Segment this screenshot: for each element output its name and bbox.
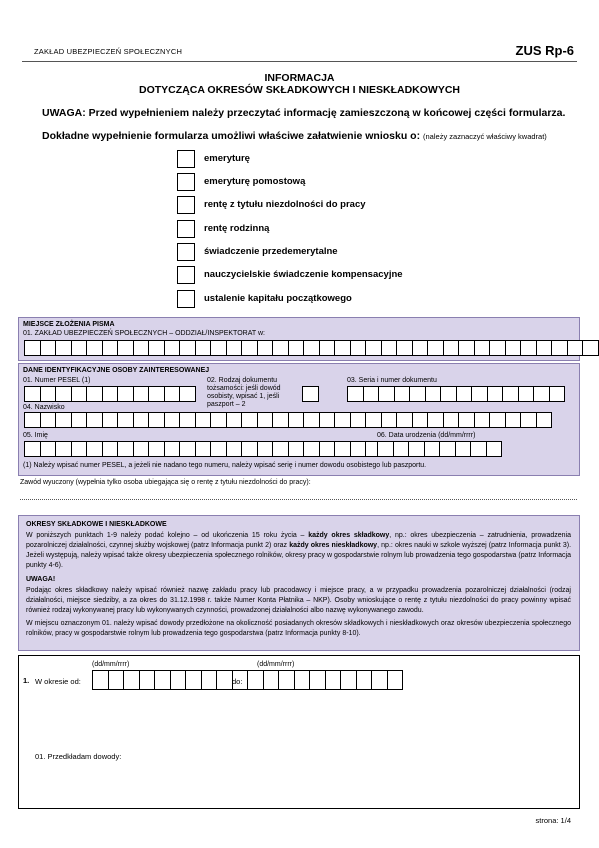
from-label: W okresie od: xyxy=(35,677,81,686)
option-label: ustalenie kapitału początkowego xyxy=(204,293,352,304)
to-date-format: (dd/mm/rrrr) xyxy=(257,661,295,668)
intro-text xyxy=(42,130,547,142)
pesel-footnote: (1) Należy wpisać numer PESEL, a jeżeli nie nadano tego numeru, należy wpisać serię i numer dowodu osobistego lub paszportu. xyxy=(23,462,427,469)
doc-type-label: 02. Rodzaj dokumentu tożsamości: jeśli dowód osobisty, wpisać 1, jeśli paszport – 2 xyxy=(207,377,281,408)
okresy-section xyxy=(18,515,580,651)
p1-bold-b: każdy okres nieskładkowy xyxy=(289,542,378,549)
okresy-paragraph-1 xyxy=(26,531,571,571)
name-label: 05. Imię xyxy=(23,432,48,439)
okresy-title: OKRESY SKŁADKOWE I NIESKŁADKOWE xyxy=(26,521,167,528)
p1-bold-a: każdy okres składkowy xyxy=(308,532,390,539)
doc-number-label: 03. Seria i numer dokumentu xyxy=(347,377,437,384)
uwaga-title: UWAGA! xyxy=(26,576,56,583)
pesel-label: 01. Numer PESEL (1) xyxy=(23,377,91,384)
intro-note: (należy zaznaczyć właściwy kwadrat) xyxy=(423,132,547,141)
form-title-line1: INFORMACJA xyxy=(264,72,335,84)
form-code: ZUS Rp-6 xyxy=(515,43,574,58)
pesel-input[interactable] xyxy=(24,386,195,402)
checkbox[interactable] xyxy=(177,266,195,284)
zawod-label: Zawód wyuczony (wypełnia tylko osoba ubiegająca się o rentę z tytułu niezdolności do pracy): xyxy=(20,479,311,486)
miejsce-title: MIEJSCE ZŁOŻENIA PISMA xyxy=(23,321,115,328)
surname-label: 04. Nazwisko xyxy=(23,404,65,411)
period-number: 1. xyxy=(23,676,30,685)
surname-input[interactable] xyxy=(24,412,551,428)
option-label: świadczenie przedemerytalne xyxy=(204,246,338,257)
checkbox[interactable] xyxy=(177,220,195,238)
doc-type-input[interactable] xyxy=(302,386,318,402)
p1-text-c: , np.: okres nauki w szkole wyższej (patrz Informacja punkt 3). Jeżeli występują, należy wpisać także okresy ubezpieczenia społecznego rolników, okresy pracy w gospodarstwie rolnym lub prowadzenia tego gospodarstwa (patrz Informacja punkty 4-6). xyxy=(26,542,572,569)
evidence-label: 01. Przedkładam dowody: xyxy=(35,752,122,761)
institution-name: ZAKŁAD UBEZPIECZEŃ SPOŁECZNYCH xyxy=(34,47,183,56)
p1-text-b: , np.: okres ubezpieczenia – zatrudnienia, prowadzenia pozarolniczej działalności, czynnej służby wojskowej (patrz Informacja punkt 2) oraz xyxy=(26,532,571,549)
option-label: rentę rodzinną xyxy=(204,223,270,234)
form-title-line2: DOTYCZĄCA OKRESÓW SKŁADKOWYCH I NIESKŁADKOWYCH xyxy=(138,84,461,96)
dane-title: DANE IDENTYFIKACYJNE OSOBY ZAINTERESOWANEJ xyxy=(23,367,210,374)
warning-text: UWAGA: Przed wypełnieniem należy przeczytać informację zamieszczoną w końcowej części formularza. xyxy=(42,107,566,119)
to-date-input[interactable] xyxy=(247,670,403,690)
miejsce-section xyxy=(18,317,580,361)
option-label: emeryturę pomostową xyxy=(204,176,306,187)
from-date-input[interactable] xyxy=(92,670,248,690)
okresy-paragraph-3: W miejscu oznaczonym 01. należy wpisać dowody przedłożone na okoliczność posiadanych okresów składkowych i nieskładkowych oraz okresów ubezpieczenia społecznego rolników, pracy w gospodarstwie rolnym lub prowadzenia tego gospodarstwa (patrz Informacja punkty 8-10). xyxy=(26,620,571,637)
checkbox[interactable] xyxy=(177,173,195,191)
option-label: emeryturę xyxy=(204,153,250,164)
option-label: rentę z tytułu niezdolności do pracy xyxy=(204,199,366,210)
option-label: nauczycielskie świadczenie kompensacyjne xyxy=(204,269,403,280)
birthdate-label: 06. Data urodzenia (dd/mm/rrrr) xyxy=(377,432,476,439)
header-divider xyxy=(22,61,577,62)
zawod-input[interactable] xyxy=(20,499,577,500)
zus-branch-input[interactable] xyxy=(24,340,599,356)
checkbox[interactable] xyxy=(177,290,195,308)
p1-text-a: W poniższych punktach 1-9 należy podać kolejno – od ukończenia 15 roku życia – xyxy=(26,532,309,539)
checkbox[interactable] xyxy=(177,243,195,261)
from-date-format: (dd/mm/rrrr) xyxy=(92,661,130,668)
checkbox[interactable] xyxy=(177,196,195,214)
okresy-paragraph-2: Podając okres składkowy należy wpisać również nazwę zakładu pracy lub pracodawcy i miejsce pracy, a w przypadku prowadzenia pozarolniczej działalności (rodzaj działalności, miejsce siedziby, a za okres do 31.12.1998 r. także Numer Konta Płatnika – NKP). Osoby wnioskujące o rentę z tytułu niezdolności do pracy powinny wpisać również rodzaj wykonywanej pracy lub wykonywanych czynności, prowadzonej działalności albo nazwę wykonywanego zawodu. xyxy=(26,587,571,614)
doc-number-input[interactable] xyxy=(347,386,564,402)
page-number: strona: 1/4 xyxy=(535,816,571,825)
name-input[interactable] xyxy=(24,441,396,457)
checkbox[interactable] xyxy=(177,150,195,168)
to-label: do: xyxy=(232,677,243,686)
intro-main: Dokładne wypełnienie formularza umożliwi właściwe załatwienie wniosku o: xyxy=(42,130,421,142)
dane-section xyxy=(18,363,580,476)
birthdate-input[interactable] xyxy=(377,441,501,457)
period-entry-box xyxy=(18,655,580,809)
miejsce-field-label: 01. ZAKŁAD UBEZPIECZEŃ SPOŁECZNYCH – ODDZIAŁ/INSPEKTORAT w: xyxy=(23,330,265,337)
